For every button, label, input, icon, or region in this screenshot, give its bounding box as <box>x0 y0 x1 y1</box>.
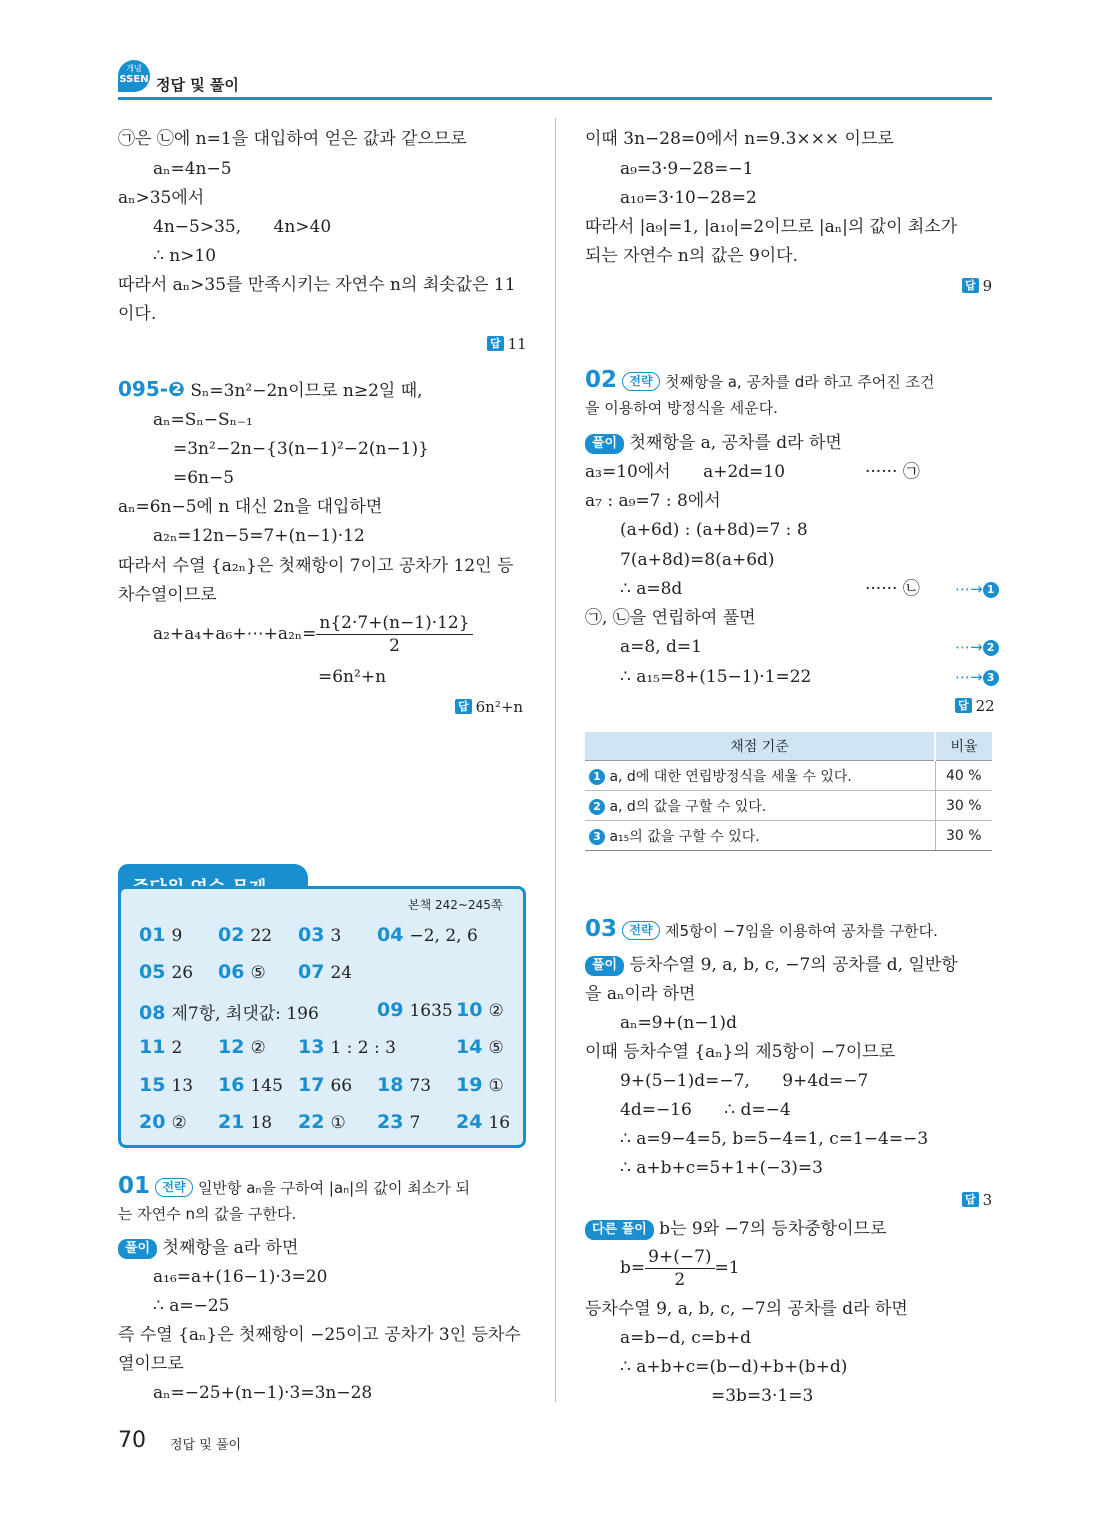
q01-sol-1 <box>118 1237 298 1259</box>
answer-label: 답 <box>962 278 979 293</box>
q095-line-7: 따라서 수열 {a₂ₙ}은 첫째항이 7이고 공차가 12인 등 <box>118 556 514 576</box>
grade-row-2-ratio: 30 % <box>935 791 992 821</box>
alt-line-4: a=b−d, c=b+d <box>620 1328 751 1348</box>
answer-value: 9 <box>982 277 993 295</box>
answer-item-value: 7 <box>409 1113 421 1133</box>
q02-line-8: a=8, d=1 <box>620 637 702 657</box>
step-1 <box>955 578 999 600</box>
q03-number: 03 <box>585 916 618 942</box>
q03-sol-1 <box>585 954 958 976</box>
answer-item <box>456 1111 510 1133</box>
q03-line-2: 을 aₙ이라 하면 <box>585 984 696 1004</box>
q02-line-2: a₃=10에서 a+2d=10 <box>585 462 786 482</box>
answer-item-number: 05 <box>139 961 166 983</box>
answer-item-number: 16 <box>218 1074 245 1096</box>
step-arrow: ⋯→ <box>955 580 983 598</box>
logo-bottom-text: SSEN <box>119 74 149 85</box>
page-number: 70 <box>118 1428 146 1453</box>
q095-line-8: 차수열이므로 <box>118 585 217 605</box>
answer-item-value: ② <box>488 1001 504 1021</box>
answer-label: 답 <box>955 698 972 713</box>
answer-item <box>377 1074 431 1096</box>
answer-item-value: 3 <box>330 926 342 946</box>
alt-text-1: b는 9와 −7의 등차중항이므로 <box>659 1219 887 1239</box>
answer-item-value: ⑤ <box>488 1038 504 1058</box>
step-number: 1 <box>983 582 999 598</box>
sum-lhs: a₂+a₄+a₆+⋯+a₂ₙ= <box>153 624 317 644</box>
answer-item <box>139 1036 182 1058</box>
answer-22 <box>955 695 995 717</box>
answer-item-value: 26 <box>171 963 194 983</box>
q03-line-1: 등차수열 9, a, b, c, −7의 공차를 d, 일반항 <box>629 955 958 975</box>
answer-item-number: 06 <box>218 961 245 983</box>
alt-numerator: 9+(−7) <box>645 1246 714 1269</box>
q01-line-3: ∴ a=−25 <box>153 1296 230 1316</box>
answer-item-value: 1 : 2 : 3 <box>330 1038 396 1058</box>
answer-item-number: 08 <box>139 1002 166 1024</box>
answer-label: 답 <box>455 699 472 714</box>
step-number: 2 <box>983 640 999 656</box>
answer-item <box>456 1074 504 1096</box>
other-solution-tag: 다른 풀이 <box>585 1220 654 1240</box>
footer-title: 정답 및 풀이 <box>170 1438 242 1453</box>
answer-item <box>456 1036 504 1058</box>
alt-fraction-line <box>620 1246 740 1291</box>
q01-line-1: 첫째항을 a라 하면 <box>162 1238 299 1258</box>
fraction-denominator: 2 <box>389 636 400 656</box>
alt-line-5: ∴ a+b+c=(b−d)+b+(b+d) <box>620 1357 848 1377</box>
q01-strategy-1: 일반항 aₙ을 구하여 |aₙ|의 값이 최소가 되 <box>198 1179 470 1197</box>
q095-line-1: Sₙ=3n²−2n이므로 n≥2일 때, <box>190 381 423 401</box>
q01-strategy-2: 는 자연수 n의 값을 구한다. <box>118 1205 297 1223</box>
answer-item-value: 제7항, 최댓값: 196 <box>171 1004 319 1024</box>
step-arrow: ⋯→ <box>955 668 983 686</box>
answer-item <box>139 961 193 983</box>
answer-item-number: 19 <box>456 1074 483 1096</box>
left-line-6: 따라서 aₙ>35를 만족시키는 자연수 n의 최솟값은 11 <box>118 275 516 295</box>
answer-item-number: 04 <box>377 924 404 946</box>
q095-line-5: aₙ=6n−5에 n 대신 2n을 대입하면 <box>118 497 383 517</box>
grade-row-1-ratio: 40 % <box>935 761 992 791</box>
q02-strategy-2: 을 이용하여 방정식을 세운다. <box>585 399 778 417</box>
q02-line-5: 7(a+8d)=8(a+6d) <box>620 550 775 570</box>
answer-item-number: 07 <box>298 961 325 983</box>
answer-item-value: 18 <box>250 1113 273 1133</box>
answer-item-number: 13 <box>298 1036 325 1058</box>
answer-9 <box>962 275 992 297</box>
q02-line-9: ∴ a₁₅=8+(15−1)·1=22 <box>620 667 812 687</box>
q095-line-result: =6n²+n <box>318 667 387 687</box>
answer-item <box>377 924 478 946</box>
solution-tag: 풀이 <box>585 956 624 976</box>
answer-item <box>298 924 341 946</box>
alt-fraction <box>645 1246 714 1291</box>
q095-label: 095-❷ <box>118 377 185 401</box>
answer-item-value: ① <box>330 1113 346 1133</box>
q01-line-6: aₙ=−25+(n−1)·3=3n−28 <box>153 1383 373 1403</box>
left-line-4: 4n−5>35, 4n>40 <box>153 217 332 237</box>
r-line-4: 따라서 |a₉|=1, |a₁₀|=2이므로 |aₙ|의 값이 최소가 <box>585 217 958 237</box>
left-line-3: aₙ>35에서 <box>118 188 205 208</box>
answer-item <box>218 961 266 983</box>
answer-item-value: 145 <box>250 1076 283 1096</box>
answer-item-number: 12 <box>218 1036 245 1058</box>
answer-3 <box>962 1189 992 1211</box>
grade-row-3-ratio: 30 % <box>935 821 992 851</box>
q095-line-4: =6n−5 <box>173 468 235 488</box>
alt-denominator: 2 <box>674 1270 686 1290</box>
answer-11 <box>487 333 527 355</box>
answer-item-value: 13 <box>171 1076 194 1096</box>
q02-line-4: (a+6d) : (a+8d)=7 : 8 <box>620 520 808 540</box>
answer-label: 답 <box>962 1192 979 1207</box>
alt-line-6: =3b=3·1=3 <box>711 1386 814 1406</box>
column-divider <box>555 118 556 1402</box>
q03-line-7: ∴ a=9−4=5, b=5−4=1, c=1−4=−3 <box>620 1129 929 1149</box>
left-line-5: ∴ n>10 <box>153 246 217 266</box>
answer-item <box>218 1036 266 1058</box>
logo <box>118 60 150 92</box>
answer-item-number: 17 <box>298 1074 325 1096</box>
strategy-tag: 전략 <box>622 921 659 940</box>
grade-row-2-text: 2 a, d의 값을 구할 수 있다. <box>585 791 935 821</box>
q02-header <box>585 369 934 393</box>
answer-item <box>218 1111 272 1133</box>
answer-item-number: 03 <box>298 924 325 946</box>
q095-line-6: a₂ₙ=12n−5=7+(n−1)·12 <box>153 526 365 546</box>
step-number: 3 <box>983 670 999 686</box>
grade-header-ratio: 비율 <box>935 732 992 761</box>
left-line-2: aₙ=4n−5 <box>153 159 232 179</box>
grading-table <box>585 732 992 851</box>
answer-label: 답 <box>487 336 504 351</box>
sum-fraction <box>316 612 472 657</box>
answer-item-number: 15 <box>139 1074 166 1096</box>
q02-line-3: a₇ : a₉=7 : 8에서 <box>585 491 721 511</box>
answer-item-number: 21 <box>218 1111 245 1133</box>
r-line-2: a₉=3·9−28=−1 <box>620 159 754 179</box>
q03-line-5: 9+(5−1)d=−7, 9+4d=−7 <box>620 1071 869 1091</box>
q02-line-1: 첫째항을 a, 공차를 d라 하면 <box>629 433 842 453</box>
answer-item-number: 14 <box>456 1036 483 1058</box>
q03-header <box>585 918 938 942</box>
answer-item-value: −2, 2, 6 <box>409 926 478 946</box>
answer-item <box>218 1074 283 1096</box>
answer-item-value: ① <box>488 1076 504 1096</box>
grade-row-1-text: 1 a, d에 대한 연립방정식을 세울 수 있다. <box>585 761 935 791</box>
q02-mark-2: ······ ㉡ <box>865 579 920 599</box>
answer-value: 11 <box>507 335 527 353</box>
answer-6n2n <box>455 696 523 718</box>
step-3 <box>955 666 999 688</box>
q01-header <box>118 1175 470 1199</box>
answer-item-number: 18 <box>377 1074 404 1096</box>
answer-value: 3 <box>982 1191 993 1209</box>
answer-value: 22 <box>975 697 995 715</box>
answer-item-value: 24 <box>330 963 353 983</box>
answer-item-value: 9 <box>171 926 183 946</box>
q02-sol-1 <box>585 432 842 454</box>
answer-item <box>139 999 319 1024</box>
logo-top-text: 개념 <box>126 64 142 73</box>
answer-item <box>298 1036 396 1058</box>
answer-item-number: 01 <box>139 924 166 946</box>
q02-line-6: ∴ a=8d <box>620 579 683 599</box>
answer-item <box>218 924 272 946</box>
answer-item-value: 73 <box>409 1076 432 1096</box>
q095-header <box>118 378 423 402</box>
alt-result: =1 <box>714 1258 740 1278</box>
q02-mark-1: ······ ㉠ <box>865 462 920 482</box>
q03-line-8: ∴ a+b+c=5+1+(−3)=3 <box>620 1158 823 1178</box>
q03-line-4: 이때 등차수열 {aₙ}의 제5항이 −7이므로 <box>585 1042 896 1062</box>
q03-strategy: 제5항이 −7임을 이용하여 공차를 구한다. <box>665 922 938 940</box>
fraction-numerator: n{2·7+(n−1)·12} <box>316 612 472 635</box>
q01-line-5: 열이므로 <box>118 1354 184 1374</box>
q03-line-3: aₙ=9+(n−1)d <box>620 1013 737 1033</box>
answer-item <box>298 1111 346 1133</box>
q02-strategy-1: 첫째항을 a, 공차를 d라 하고 주어진 조건 <box>665 373 935 391</box>
header-rule <box>118 97 992 100</box>
grade-row-3-text: 3 a₁₅의 값을 구할 수 있다. <box>585 821 935 851</box>
left-line-1: ㉠은 ㉡에 n=1을 대입하여 얻은 값과 같으므로 <box>118 129 467 149</box>
alt-line-1 <box>585 1218 886 1240</box>
answer-item-number: 22 <box>298 1111 325 1133</box>
q095-sum <box>153 612 473 657</box>
strategy-tag: 전략 <box>155 1178 192 1197</box>
header-title: 정답 및 풀이 <box>156 76 239 94</box>
q01-line-2: a₁₆=a+(16−1)·3=20 <box>153 1267 328 1287</box>
answer-value: 6n²+n <box>475 698 524 716</box>
answer-item <box>139 1111 187 1133</box>
answer-item-value: ② <box>171 1113 187 1133</box>
solution-tag: 풀이 <box>118 1239 157 1259</box>
answer-item-number: 11 <box>139 1036 166 1058</box>
answer-item-value: 16 <box>488 1113 511 1133</box>
answer-item-value: ⑤ <box>250 963 266 983</box>
box-ref: 본책 242~245쪽 <box>408 898 503 912</box>
r-line-3: a₁₀=3·10−28=2 <box>620 188 757 208</box>
answer-item-number: 02 <box>218 924 245 946</box>
answer-item-number: 20 <box>139 1111 166 1133</box>
step-arrow: ⋯→ <box>955 638 983 656</box>
alt-line-3: 등차수열 9, a, b, c, −7의 공차를 d라 하면 <box>585 1299 908 1319</box>
answer-item-number: 09 <box>377 999 404 1021</box>
answer-item <box>298 1074 352 1096</box>
r-line-5: 되는 자연수 n의 값은 9이다. <box>585 246 799 266</box>
answer-item <box>139 924 182 946</box>
answer-item-number: 23 <box>377 1111 404 1133</box>
answer-item-value: ② <box>250 1038 266 1058</box>
grade-header-criteria: 채점 기준 <box>585 732 935 761</box>
alt-b-eq: b= <box>620 1258 646 1278</box>
left-line-7: 이다. <box>118 304 157 324</box>
answer-item <box>377 999 453 1021</box>
answer-item <box>377 1111 420 1133</box>
q02-number: 02 <box>585 367 618 393</box>
q095-line-2: aₙ=Sₙ−Sₙ₋₁ <box>153 410 253 430</box>
answer-item-value: 2 <box>171 1038 183 1058</box>
answer-item <box>298 961 352 983</box>
q01-number: 01 <box>118 1173 151 1199</box>
answer-item-value: 22 <box>250 926 273 946</box>
answer-item <box>456 999 504 1021</box>
solution-tag: 풀이 <box>585 434 624 454</box>
answer-item-value: 66 <box>330 1076 353 1096</box>
answer-item <box>139 1074 193 1096</box>
answer-item-number: 10 <box>456 999 483 1021</box>
step-2 <box>955 636 999 658</box>
q01-line-4: 즉 수열 {aₙ}은 첫째항이 −25이고 공차가 3인 등차수 <box>118 1325 521 1345</box>
q095-line-3: =3n²−2n−{3(n−1)²−2(n−1)} <box>173 439 429 459</box>
r-line-1: 이때 3n−28=0에서 n=9.3××× 이므로 <box>585 129 894 149</box>
q02-line-7: ㉠, ㉡을 연립하여 풀면 <box>585 608 756 628</box>
answer-item-number: 24 <box>456 1111 483 1133</box>
strategy-tag: 전략 <box>622 372 659 391</box>
q03-line-6: 4d=−16 ∴ d=−4 <box>620 1100 791 1120</box>
answer-item-value: 1635 <box>409 1001 453 1021</box>
